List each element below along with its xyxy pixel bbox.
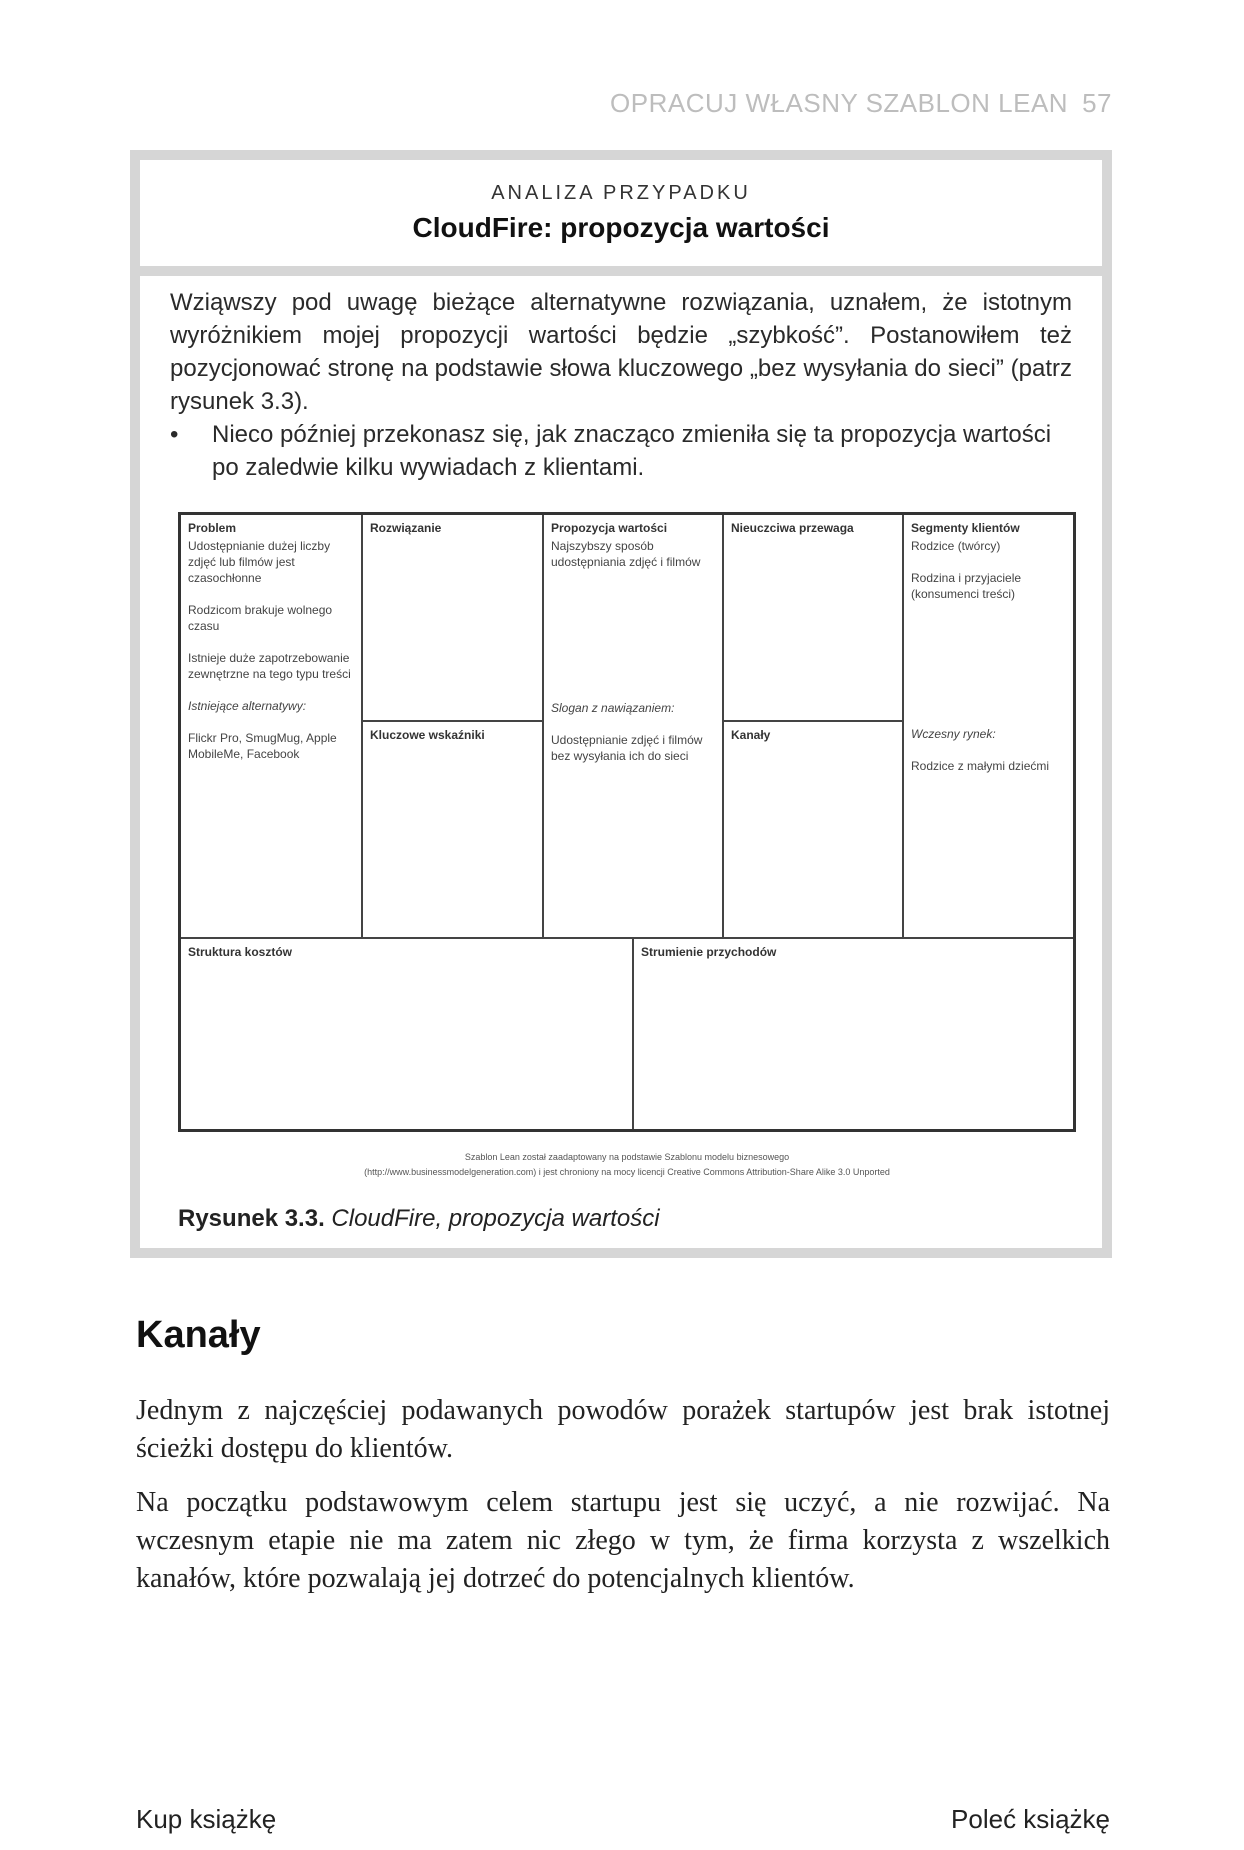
canvas-cell-solution bbox=[361, 515, 542, 720]
case-study-kicker: ANALIZA PRZYPADKU bbox=[491, 182, 751, 204]
running-head bbox=[610, 88, 1112, 119]
canvas-cell-problem bbox=[181, 515, 361, 937]
canvas-cell-value-proposition bbox=[542, 515, 722, 937]
cost-structure-heading: Struktura kosztów bbox=[188, 945, 293, 959]
section-heading: Kanały bbox=[136, 1314, 261, 1356]
customer-segment-1: Rodzice (twórcy) bbox=[911, 539, 1001, 553]
body-paragraph-2: Na początku podstawowym celem startupu jest się uczyć, a nie rozwijać. Na wczesnym etapie nie ma zatem nic złego w tym, że firma korzysta z wszelkich kanałów, które pozwalają jej dotrzeć do potencjalnych klientów. bbox=[136, 1487, 1110, 1594]
early-market-heading: Wczesny rynek: bbox=[911, 727, 996, 741]
recommend-book-link[interactable]: Poleć książkę bbox=[951, 1804, 1110, 1834]
canvas-cell-cost-structure bbox=[181, 937, 632, 1129]
page-number: 57 bbox=[1082, 88, 1112, 118]
figure-number: Rysunek 3.3. bbox=[178, 1205, 325, 1232]
case-study-body bbox=[170, 286, 1072, 484]
customer-segments-heading: Segmenty klientów bbox=[911, 521, 1020, 535]
credit-line-2: (http://www.businessmodelgeneration.com) i jest chroniony na mocy licencji Creative Commons Attribution-Share Alike 3.0 Unported bbox=[364, 1167, 890, 1177]
problem-item-1: Udostępnianie dużej liczby zdjęć lub filmów jest czasochłonne bbox=[188, 539, 331, 585]
case-study-title: CloudFire: propozycja wartości bbox=[412, 212, 830, 243]
unfair-advantage-heading: Nieuczciwa przewaga bbox=[731, 521, 854, 535]
early-market-text: Rodzice z małymi dziećmi bbox=[911, 759, 1050, 773]
canvas-credit bbox=[178, 1150, 1076, 1180]
case-study-paragraph: Wziąwszy pod uwagę bieżące alternatywne rozwiązania, uznałem, że istotnym wyróżnikiem mojej propozycji wartości będzie „szybkość”. Postanowiłem też pozycjonować stronę na podstawie słowa kluczowego „bez wysyłania do sieci” (patrz rysunek 3.3). bbox=[170, 289, 1072, 415]
canvas-cell-key-metrics bbox=[361, 720, 542, 937]
buy-book-link[interactable]: Kup książkę bbox=[136, 1804, 277, 1834]
existing-alternatives-list: Flickr Pro, SmugMug, Apple MobileMe, Facebook bbox=[188, 731, 337, 761]
existing-alternatives-heading: Istniejące alternatywy: bbox=[188, 699, 307, 713]
canvas-cell-unfair-advantage bbox=[722, 515, 902, 720]
running-head-title: OPRACUJ WŁASNY SZABLON LEAN bbox=[610, 88, 1069, 118]
body-paragraph-1: Jednym z najczęściej podawanych powodów porażek startupów jest brak istotnej ścieżki dostępu do klientów. bbox=[136, 1395, 1110, 1464]
case-study-header bbox=[140, 160, 1102, 276]
slogan-text: Udostępnianie zdjęć i filmów bez wysyłania ich do sieci bbox=[551, 733, 703, 763]
value-proposition-text: Najszybszy sposób udostępniania zdjęć i filmów bbox=[551, 539, 701, 569]
revenue-streams-heading: Strumienie przychodów bbox=[641, 945, 777, 959]
case-study-box bbox=[130, 150, 1112, 1258]
channels-heading: Kanały bbox=[731, 728, 771, 742]
value-proposition-heading: Propozycja wartości bbox=[551, 521, 668, 535]
figure-title: CloudFire, propozycja wartości bbox=[331, 1205, 660, 1232]
key-metrics-heading: Kluczowe wskaźniki bbox=[370, 728, 485, 742]
customer-segment-2: Rodzina i przyjaciele (konsumenci treści) bbox=[911, 571, 1022, 601]
problem-item-3: Istnieje duże zapotrzebowanie zewnętrzne na tego typu treści bbox=[188, 651, 351, 681]
canvas-cell-channels bbox=[722, 720, 902, 937]
case-study-bullet: • Nieco później przekonasz się, jak znacząco zmieniła się ta propozycja wartości po zaledwie kilku wywiadach z klientami. bbox=[170, 418, 1072, 484]
slogan-heading: Slogan z nawiązaniem: bbox=[551, 701, 675, 715]
problem-item-2: Rodzicom brakuje wolnego czasu bbox=[188, 603, 333, 633]
figure-caption bbox=[178, 1205, 660, 1233]
solution-heading: Rozwiązanie bbox=[370, 521, 442, 535]
problem-heading: Problem bbox=[188, 521, 237, 535]
canvas-cell-customer-segments bbox=[902, 515, 1073, 937]
credit-line-1: Szablon Lean został zaadaptowany na podstawie Szablonu modelu biznesowego bbox=[464, 1152, 790, 1162]
canvas-cell-revenue-streams bbox=[632, 937, 1073, 1129]
lean-canvas bbox=[178, 512, 1076, 1132]
